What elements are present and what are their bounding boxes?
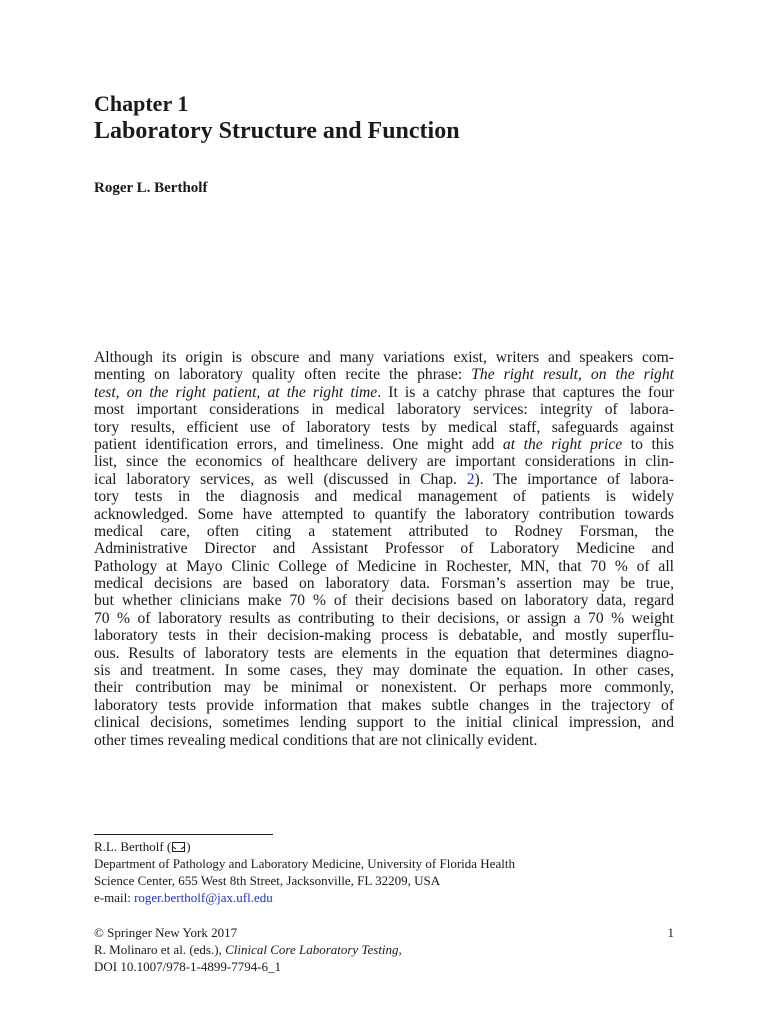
body-line: other times revealing medical conditions that are not clinically evident.	[94, 731, 538, 749]
body-line	[94, 384, 674, 401]
body-line: laboratory tests in their decision-making process is debatable, and mostly superflu-	[94, 627, 674, 645]
body-line: Administrative Director and Assistant Professor of Laboratory Medicine and	[94, 540, 674, 558]
body-italic-run: at the right price	[502, 435, 623, 453]
body-line: 70 % of laboratory results as contributing to their decisions, or assign a 70 % weight	[94, 609, 674, 627]
copyright-block	[94, 924, 674, 975]
footnote-rule	[94, 834, 273, 835]
body-line: acknowledged. Some have attempted to quantify the laboratory contribution towards	[94, 505, 674, 523]
body-text-run: ). The importance of labora-	[474, 470, 674, 488]
envelope-icon[interactable]	[172, 842, 185, 852]
body-line	[94, 366, 674, 383]
body-line: clinical decisions, sometimes lending support to the initial clinical impression, and	[94, 714, 674, 732]
author-footnote	[94, 838, 674, 906]
footnote-author: R.L. Bertholf (	[94, 839, 172, 854]
chapter-title: Laboratory Structure and Function	[94, 118, 460, 144]
body-line: their contribution may be minimal or nonexistent. Or perhaps more commonly,	[94, 679, 674, 697]
affiliation-line: Department of Pathology and Laboratory Medicine, University of Florida Health	[94, 856, 515, 871]
body-line	[94, 436, 674, 453]
body-line: most important considerations in medical laboratory services: integrity of labora-	[94, 401, 674, 419]
body-line: sis and treatment. In some cases, they may dominate the equation. In other cases,	[94, 662, 674, 680]
body-text-run: to this	[622, 435, 674, 453]
page-number: 1	[667, 925, 674, 940]
body-line	[94, 471, 674, 488]
body-text-run: patient identification errors, and timeliness. One might add	[94, 435, 503, 453]
footnote-paren: )	[186, 839, 191, 854]
body-line: Although its origin is obscure and many variations exist, writers and speakers com-	[94, 349, 674, 366]
body-line: but whether clinicians make 70 % of their decisions based on laboratory data, regard	[94, 592, 674, 610]
email-line	[94, 889, 674, 906]
chapter-author: Roger L. Bertholf	[94, 180, 208, 196]
email-label: e-mail:	[94, 890, 135, 905]
body-line: medical decisions are based on laboratory data. Forsman’s assertion may be true,	[94, 575, 674, 593]
affiliation-line: Science Center, 655 West 8th Street, Jacksonville, FL 32209, USA	[94, 873, 441, 888]
body-italic-run: test, on the right patient, at the right time	[94, 383, 378, 401]
body-line: tory results, efficient use of laboratory tests by medical staff, safeguards against	[94, 418, 674, 436]
book-citation-comma: ,	[398, 942, 402, 957]
body-line: list, since the economics of healthcare delivery are important considerations in clin-	[94, 453, 674, 471]
book-citation-line	[94, 941, 674, 958]
body-paragraph	[94, 349, 674, 749]
copyright-line: © Springer New York 2017	[94, 925, 238, 940]
footnote-author-line	[94, 838, 674, 855]
chapter-2-link[interactable]: 2	[466, 470, 475, 488]
body-line: medical care, often citing a statement attributed to Rodney Forsman, the	[94, 522, 674, 540]
body-line: Pathology at Mayo Clinic College of Medicine in Rochester, MN, that 70 % of all	[94, 557, 674, 575]
book-editors: R. Molinaro et al. (eds.),	[94, 942, 226, 957]
body-text-run: ical laboratory services, as well (discussed in Chap.	[94, 470, 467, 488]
email-link[interactable]: roger.bertholf@jax.ufl.edu	[134, 890, 273, 905]
body-line: ous. Results of laboratory tests are elements in the equation that determines diagno-	[94, 644, 674, 662]
body-italic-run: The right result, on the right	[471, 366, 674, 384]
doi-line: DOI 10.1007/978-1-4899-7794-6_1	[94, 959, 282, 974]
chapter-label: Chapter 1	[94, 91, 189, 116]
body-text-run: menting on laboratory quality often recite the phrase:	[94, 366, 472, 384]
body-line: laboratory tests provide information that makes subtle changes in the trajectory of	[94, 696, 674, 714]
body-text-run: . It is a catchy phrase that captures the four	[377, 383, 674, 401]
body-line: tory tests in the diagnosis and medical management of patients is widely	[94, 488, 674, 506]
book-title: Clinical Core Laboratory Testing	[225, 942, 399, 957]
